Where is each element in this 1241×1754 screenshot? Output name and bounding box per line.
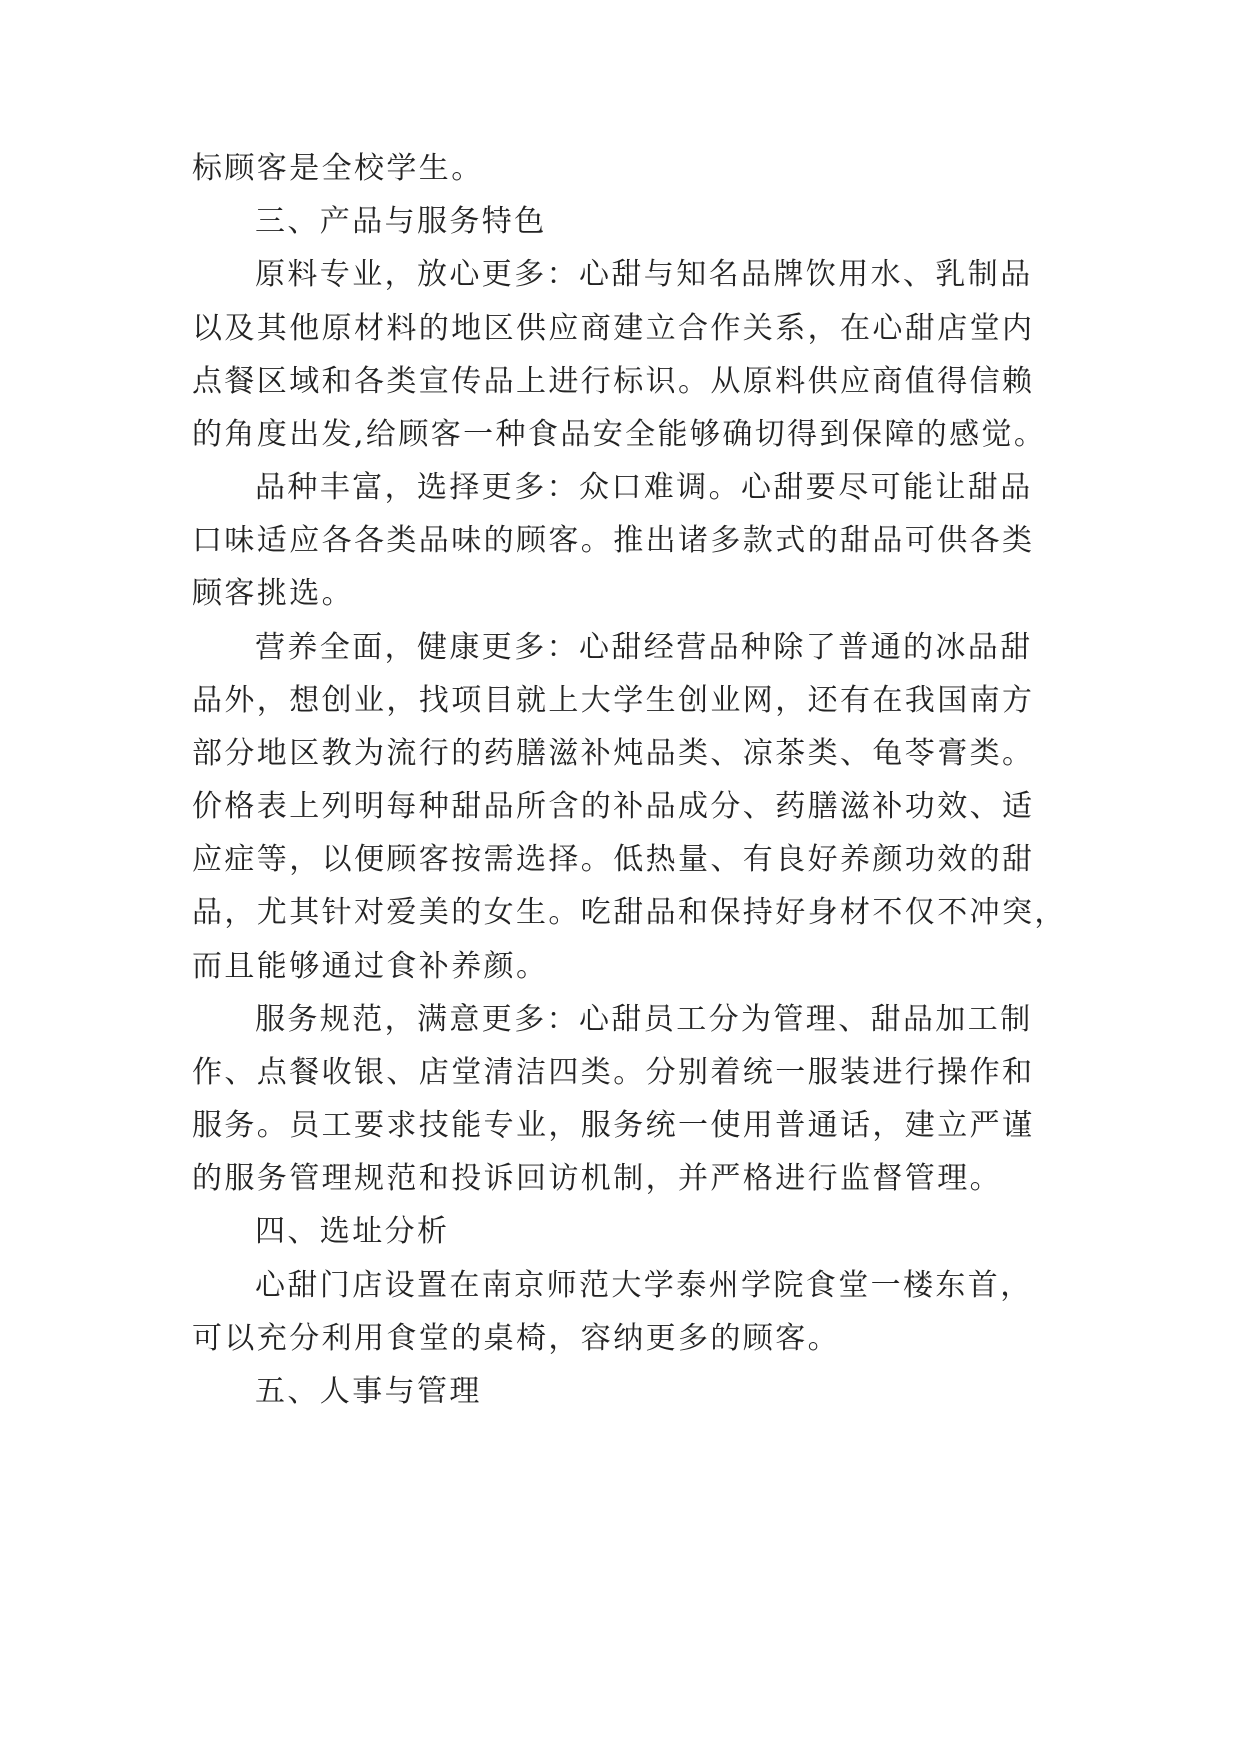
text-line: 原料专业，放心更多：心甜与知名品牌饮用水、乳制品	[255, 257, 1033, 292]
section-heading: 四、选址分析	[255, 1214, 450, 1249]
text-line: 品外，想创业，找项目就上大学生创业网，还有在我国南方	[192, 683, 1035, 718]
text-line: 的角度出发,给顾客一种食品安全能够确切得到保障的感觉。	[192, 417, 1047, 452]
text-line: 口味适应各各类品味的顾客。推出诸多款式的甜品可供各类	[192, 523, 1035, 558]
text-line: 而且能够通过食补养颜。	[192, 949, 549, 984]
text-line: 点餐区域和各类宣传品上进行标识。从原料供应商值得信赖	[192, 364, 1035, 399]
text-line: 品种丰富，选择更多：众口难调。心甜要尽可能让甜品	[255, 470, 1033, 505]
text-line: 服务。员工要求技能专业，服务统一使用普通话，建立严谨	[192, 1108, 1035, 1143]
text-line: 的服务管理规范和投诉回访机制，并严格进行监督管理。	[192, 1161, 1002, 1196]
section-heading: 五、人事与管理	[255, 1374, 482, 1409]
text-line: 应症等，以便顾客按需选择。低热量、有良好养颜功效的甜	[192, 842, 1035, 877]
text-line: 品，尤其针对爱美的女生。吃甜品和保持好身材不仅不冲突，	[192, 895, 1067, 930]
text-line: 营养全面，健康更多：心甜经营品种除了普通的冰品甜	[255, 630, 1033, 665]
text-line: 标顾客是全校学生。	[192, 151, 484, 186]
section-heading: 三、产品与服务特色	[255, 204, 547, 239]
text-line: 服务规范，满意更多：心甜员工分为管理、甜品加工制	[255, 1002, 1033, 1037]
text-line: 心甜门店设置在南京师范大学泰州学院食堂一楼东首，	[255, 1268, 1033, 1303]
text-line: 作、点餐收银、店堂清洁四类。分别着统一服装进行操作和	[192, 1055, 1035, 1090]
text-line: 可以充分利用食堂的桌椅，容纳更多的顾客。	[192, 1321, 840, 1356]
text-line: 价格表上列明每种甜品所含的补品成分、药膳滋补功效、适	[192, 789, 1035, 824]
text-line: 以及其他原材料的地区供应商建立合作关系，在心甜店堂内	[192, 311, 1035, 346]
text-line: 部分地区教为流行的药膳滋补炖品类、凉茶类、龟苓膏类。	[192, 736, 1035, 771]
text-line: 顾客挑选。	[192, 576, 354, 611]
